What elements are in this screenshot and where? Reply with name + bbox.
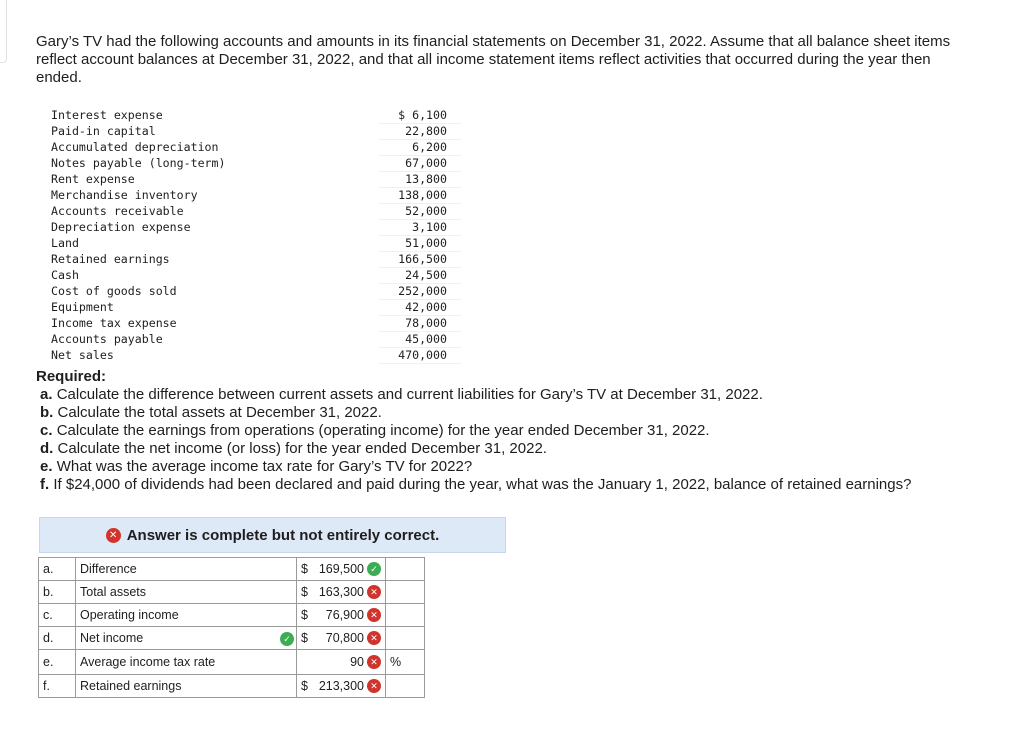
account-amount: 6,200 xyxy=(379,140,461,156)
question-letter: d. xyxy=(40,440,54,457)
account-amount: 67,000 xyxy=(379,156,461,172)
account-label: Depreciation expense xyxy=(51,220,191,234)
account-amount: 3,100 xyxy=(379,220,461,236)
account-label: Cost of goods sold xyxy=(51,284,177,298)
question-text: What was the average income tax rate for Gary’s TV for 2022? xyxy=(56,458,473,475)
question-text: Calculate the net income (or loss) for the year ended December 31, 2022. xyxy=(57,440,547,457)
account-label: Land xyxy=(51,236,79,250)
required-section xyxy=(36,368,911,494)
account-row xyxy=(48,124,461,140)
answer-unit: % xyxy=(386,650,425,675)
label-status xyxy=(278,604,297,627)
page-edge xyxy=(0,0,7,63)
account-amount: 42,000 xyxy=(379,300,461,316)
question-letter: b. xyxy=(40,404,54,421)
answer-label: Total assets xyxy=(76,581,279,604)
account-label: Paid-in capital xyxy=(51,124,156,138)
account-label: Rent expense xyxy=(51,172,135,186)
answer-row xyxy=(39,627,425,650)
account-row xyxy=(48,332,461,348)
question-letter: a. xyxy=(40,386,53,403)
answer-value: 76,900 xyxy=(325,608,364,622)
label-status xyxy=(278,558,297,581)
account-label: Notes payable (long-term) xyxy=(51,156,226,170)
account-label: Accounts receivable xyxy=(51,204,184,218)
answer-input[interactable] xyxy=(297,675,386,698)
account-row xyxy=(48,252,461,268)
x-circle-icon: ✕ xyxy=(367,655,381,669)
answer-label: Difference xyxy=(76,558,279,581)
answer-value: 90 xyxy=(350,655,364,669)
account-row xyxy=(48,316,461,332)
answer-label: Operating income xyxy=(76,604,279,627)
account-label: Income tax expense xyxy=(51,316,177,330)
account-amount: 52,000 xyxy=(379,204,461,220)
account-amount: 470,000 xyxy=(379,348,461,364)
answer-letter: c. xyxy=(39,604,76,627)
answer-letter: d. xyxy=(39,627,76,650)
answer-input[interactable] xyxy=(297,604,386,627)
question-letter: c. xyxy=(40,422,53,439)
account-amount: $ 6,100 xyxy=(379,108,461,124)
accounts-table xyxy=(48,108,461,364)
account-row xyxy=(48,156,461,172)
label-status xyxy=(278,581,297,604)
account-amount: 13,800 xyxy=(379,172,461,188)
question-text: Calculate the earnings from operations (operating income) for the year ended December 31, 2022. xyxy=(56,422,710,439)
question-item xyxy=(36,386,911,404)
account-row xyxy=(48,268,461,284)
question-letter: e. xyxy=(40,458,53,475)
result-banner xyxy=(39,517,506,553)
answer-letter: f. xyxy=(39,675,76,698)
currency-symbol: $ xyxy=(301,631,308,645)
label-status xyxy=(278,627,297,650)
answer-row xyxy=(39,650,425,675)
account-amount: 166,500 xyxy=(379,252,461,268)
answer-unit xyxy=(386,675,425,698)
question-item xyxy=(36,476,911,494)
check-circle-icon: ✓ xyxy=(280,632,294,646)
account-row xyxy=(48,108,461,124)
account-row xyxy=(48,348,461,364)
answer-unit xyxy=(386,627,425,650)
account-row xyxy=(48,188,461,204)
x-circle-icon: ✕ xyxy=(367,679,381,693)
answer-row xyxy=(39,558,425,581)
currency-symbol: $ xyxy=(301,608,308,622)
answer-input[interactable] xyxy=(297,627,386,650)
account-label: Equipment xyxy=(51,300,114,314)
account-label: Accumulated depreciation xyxy=(51,140,219,154)
answer-letter: b. xyxy=(39,581,76,604)
question-text: If $24,000 of dividends had been declared and paid during the year, what was the January 1, 2022, balance of retained earnings? xyxy=(53,476,912,493)
account-amount: 22,800 xyxy=(379,124,461,140)
account-amount: 45,000 xyxy=(379,332,461,348)
account-amount: 24,500 xyxy=(379,268,461,284)
banner-text: Answer is complete but not entirely correct. xyxy=(126,526,440,544)
x-circle-icon: ✕ xyxy=(367,585,381,599)
account-row xyxy=(48,300,461,316)
x-circle-icon: ✕ xyxy=(367,631,381,645)
currency-symbol: $ xyxy=(301,585,308,599)
check-circle-icon: ✓ xyxy=(367,562,381,576)
account-row xyxy=(48,236,461,252)
x-circle-icon: ✕ xyxy=(367,608,381,622)
answer-label: Net income xyxy=(76,627,279,650)
currency-symbol: $ xyxy=(301,562,308,576)
account-row xyxy=(48,204,461,220)
account-row xyxy=(48,172,461,188)
account-label: Net sales xyxy=(51,348,114,362)
question-item xyxy=(36,440,911,458)
account-amount: 51,000 xyxy=(379,236,461,252)
account-amount: 252,000 xyxy=(379,284,461,300)
label-status xyxy=(278,675,297,698)
question-text: Calculate the total assets at December 31, 2022. xyxy=(57,404,382,421)
account-row xyxy=(48,220,461,236)
answer-letter: a. xyxy=(39,558,76,581)
x-circle-icon: ✕ xyxy=(106,528,121,543)
intro-paragraph: Gary’s TV had the following accounts and amounts in its financial statements on December 31, 2022. Assume that all balance sheet items reflect account balances at December 31, 2022, and that all income statement items reflect activities that occurred during the year then ended. xyxy=(36,33,951,86)
account-label: Merchandise inventory xyxy=(51,188,198,202)
question-text: Calculate the difference between current assets and current liabilities for Gary’s TV at December 31, 2022. xyxy=(56,386,763,403)
answer-label: Average income tax rate xyxy=(76,650,279,675)
question-letter: f. xyxy=(40,476,50,493)
question-item xyxy=(36,458,911,476)
required-heading: Required: xyxy=(36,368,107,385)
answer-unit xyxy=(386,558,425,581)
answer-row xyxy=(39,675,425,698)
answer-input[interactable] xyxy=(297,581,386,604)
label-status xyxy=(278,650,297,675)
account-row xyxy=(48,140,461,156)
answer-unit xyxy=(386,604,425,627)
account-label: Retained earnings xyxy=(51,252,170,266)
answer-input[interactable] xyxy=(297,558,386,581)
answer-label: Retained earnings xyxy=(76,675,279,698)
answer-value: 169,500 xyxy=(318,562,364,576)
currency-symbol: $ xyxy=(301,679,308,693)
question-item xyxy=(36,404,911,422)
account-row xyxy=(48,284,461,300)
answer-value: 70,800 xyxy=(325,631,364,645)
answer-unit xyxy=(386,581,425,604)
account-amount: 78,000 xyxy=(379,316,461,332)
answer-value: 213,300 xyxy=(318,679,364,693)
answer-input[interactable] xyxy=(297,650,386,675)
answer-value: 163,300 xyxy=(318,585,364,599)
answer-row xyxy=(39,581,425,604)
question-item xyxy=(36,422,911,440)
answer-letter: e. xyxy=(39,650,76,675)
account-label: Cash xyxy=(51,268,79,282)
answer-row xyxy=(39,604,425,627)
answer-table xyxy=(38,557,425,698)
account-amount: 138,000 xyxy=(379,188,461,204)
account-label: Accounts payable xyxy=(51,332,163,346)
account-label: Interest expense xyxy=(51,108,163,123)
